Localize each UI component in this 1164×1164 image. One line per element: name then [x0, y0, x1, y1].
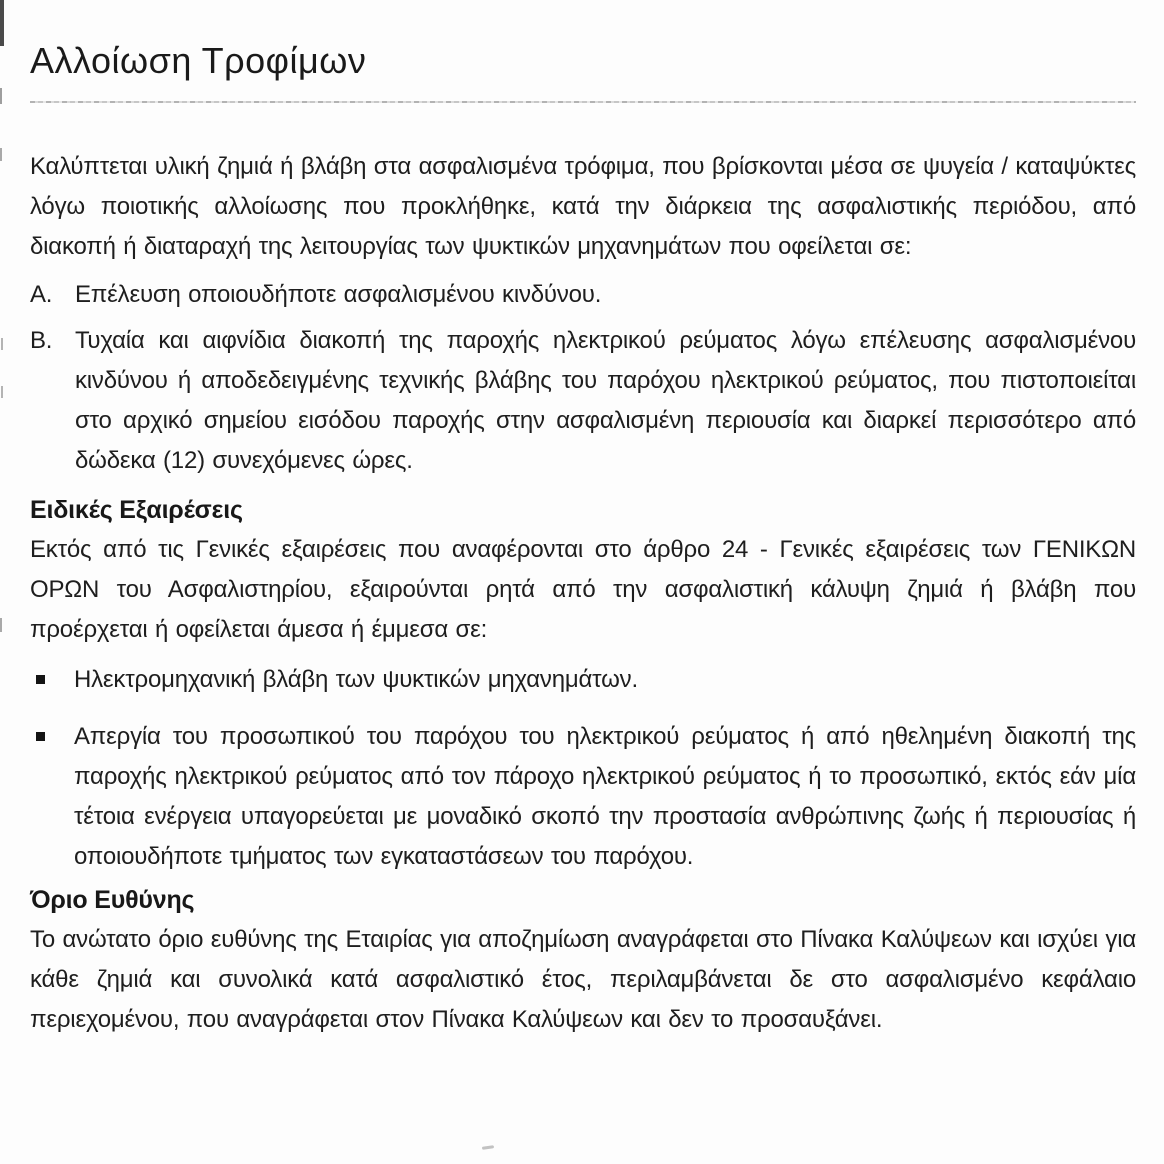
scan-edge-artifact	[0, 0, 4, 46]
exclusion-bullet-2	[30, 717, 1136, 877]
list-item-a-text: Επέλευση οποιουδήποτε ασφαλισμένου κινδύνου.	[75, 281, 602, 308]
list-item-a-label: Α.	[30, 281, 53, 308]
square-bullet-icon	[36, 732, 45, 741]
list-item-a	[30, 275, 1136, 315]
list-item-b-text: Τυχαία και αιφνίδια διακοπή της παροχής ηλεκτρικού ρεύματος λόγω επέλευσης ασφαλισμένου κινδύνου ή αποδεδειγμένης τεχνικής βλάβης του παρόχου ηλεκτρικού ρεύματος, που πιστοποιείται στο αρχικό σημείου εισόδου παροχής στην ασφαλισμένη περιουσία και διαρκεί περισσότερο από δώδεκα (12) συνεχόμενες ώρες.	[75, 327, 1136, 474]
square-bullet-icon	[36, 675, 45, 684]
page-title: Αλλοίωση Τροφίμων	[30, 40, 367, 81]
exclusion-bullet-1-text: Ηλεκτρομηχανική βλάβη των ψυκτικών μηχανημάτων.	[74, 666, 638, 693]
scan-edge-artifact	[0, 618, 2, 632]
scan-edge-artifact	[1, 386, 3, 398]
title-separator	[30, 101, 1136, 103]
list-item-b-label: Β.	[30, 327, 53, 354]
coverage-intro-paragraph: Καλύπτεται υλική ζημιά ή βλάβη στα ασφαλισμένα τρόφιμα, που βρίσκονται μέσα σε ψυγεία / καταψύκτες λόγω ποιοτικής αλλοίωσης που προκλήθηκε, κατά την διάρκεια της ασφαλιστικής περιόδου, από διακοπή ή διαταραχή της λειτουργίας των ψυκτικών μηχανημάτων που οφείλεται σε:	[30, 153, 1136, 260]
scan-edge-artifact	[0, 148, 2, 161]
scan-smudge	[482, 1145, 494, 1150]
exclusions-heading: Ειδικές Εξαιρέσεις	[30, 496, 243, 524]
exclusion-bullet-2-text: Απεργία του προσωπικού του παρόχου του ηλεκτρικού ρεύματος ή από ηθελημένη διακοπή της παροχής ηλεκτρικού ρεύματος από τον πάροχο ηλεκτρικού ρεύματος ή το προσωπικό, εκτός εάν μία τέτοια ενέργεια υπαγορεύεται με μοναδικό σκοπό την προστασία ανθρώπινης ζωής ή περιουσίας ή οποιουδήποτε τμήματος των εγκαταστάσεων του παρόχου.	[74, 723, 1136, 870]
exclusion-bullet-1	[30, 660, 1136, 700]
list-item-b	[30, 321, 1136, 481]
scan-edge-artifact	[0, 88, 2, 104]
liability-paragraph: Το ανώτατο όριο ευθύνης της Εταιρίας για αποζημίωση αναγράφεται στο Πίνακα Καλύψεων και ισχύει για κάθε ζημιά και συνολικά κατά ασφαλιστικό έτος, περιλαμβάνεται δε στο ασφαλισμένο κεφάλαιο περιεχομένου, που αναγράφεται στον Πίνακα Καλύψεων και δεν το προσαυξάνει.	[30, 926, 1136, 1033]
liability-heading: Όριο Ευθύνης	[30, 886, 195, 914]
scan-edge-artifact	[1, 338, 3, 350]
exclusions-intro-paragraph: Εκτός από τις Γενικές εξαιρέσεις που αναφέρονται στο άρθρο 24 - Γενικές εξαιρέσεις των ΓΕΝΙΚΩΝ ΟΡΩΝ του Ασφαλιστηρίου, εξαιρούνται ρητά από την ασφαλιστική κάλυψη ζημιά ή βλάβη που προέρχεται ή οφείλεται άμεσα ή έμμεσα σε:	[30, 536, 1136, 643]
document-content	[30, 0, 1136, 1040]
